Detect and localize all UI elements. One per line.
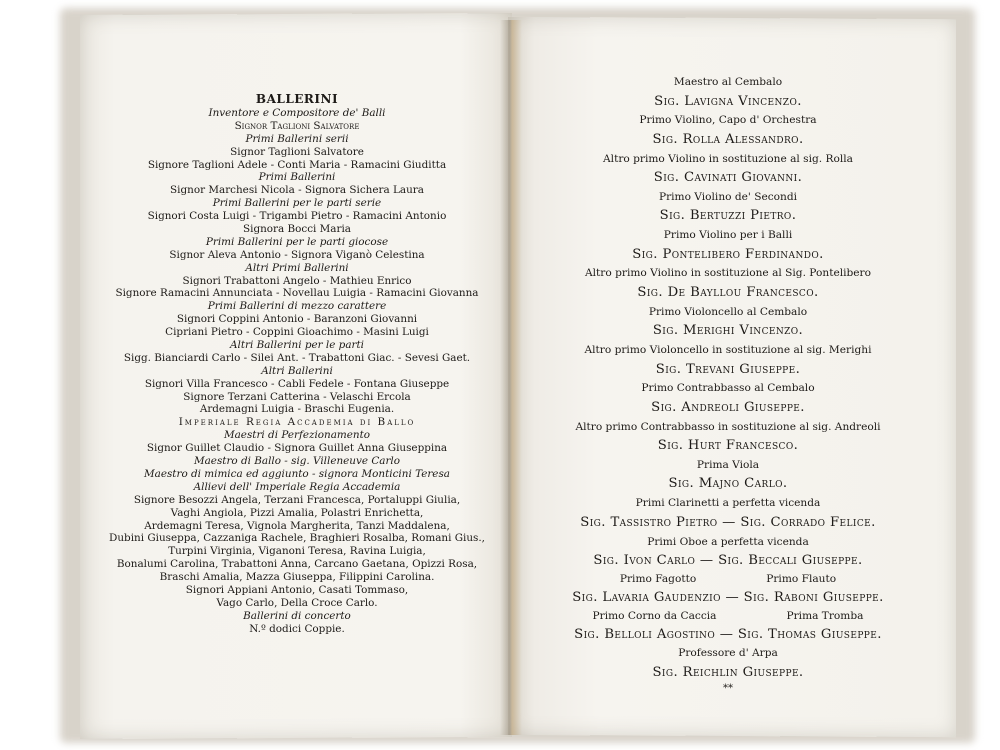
performer-line: Braschi Amalia, Mazza Giuseppa, Filippini Carolina. — [159, 571, 435, 584]
role-label: Prima Viola — [696, 458, 760, 471]
performer-line: Signor Aleva Antonio - Signora Viganò Celestina — [169, 248, 425, 261]
role-pair-line — [532, 571, 924, 588]
musician-name: Sig. Belloli Agostino — Sig. Thomas Giuseppe. — [574, 626, 882, 642]
musician-name: Sig. Cavinati Giovanni. — [653, 170, 803, 186]
performer-line: Signori Costa Luigi - Trigambi Pietro - Ramacini Antonio — [147, 210, 447, 223]
performer-line: Ardemagni Teresa, Vignola Margherita, Tanzi Maddalena, — [144, 519, 450, 532]
role-label: Altro primo Violino in sostituzione al sig. Rolla — [603, 152, 853, 165]
role-label: Primi Clarinetti a perfetta vicenda — [635, 497, 821, 510]
role-label: Primo Violino, Capo d' Orchestra — [639, 114, 817, 127]
musician-name: Sig. Rolla Alessandro. — [652, 131, 804, 147]
role-heading: Maestri di Perfezionamento — [223, 429, 371, 442]
performer-line: Signore Terzani Catterina - Velaschi Ercola — [183, 390, 411, 403]
role-heading: Primi Ballerini — [258, 171, 336, 184]
performer-line: Signori Coppini Antonio - Baranzoni Giovanni — [176, 313, 418, 326]
performer-line: Signora Bocci Maria — [243, 223, 351, 236]
performer-line: Signor Taglioni Salvatore — [230, 145, 364, 158]
musician-name: Sig. Majno Carlo. — [668, 476, 788, 492]
role-label: Prima Tromba — [786, 609, 864, 622]
role-heading: Altri Ballerini per le parti — [230, 339, 364, 352]
role-pair-line — [532, 608, 924, 625]
musician-name: Sig. Merighi Vincenzo. — [652, 323, 804, 339]
role-label: Primo Violino per i Balli — [663, 229, 793, 242]
performer-line: Bonalumi Carolina, Trabattoni Anna, Carcano Gaetana, Opizzi Rosa, — [116, 558, 478, 571]
musician-name: Sig. Reichlin Giuseppe. — [652, 664, 804, 680]
musician-name: Sig. Hurt Francesco. — [657, 438, 799, 454]
musician-name: Sig. Andreoli Giuseppe. — [651, 399, 805, 415]
musician-name: Sig. Trevani Giuseppe. — [655, 361, 801, 377]
performer-line: Signore Taglioni Adele - Conti Maria - Ramacini Giuditta — [147, 158, 447, 171]
performer-line: Vago Carlo, Della Croce Carlo. — [216, 596, 378, 609]
performer-line: Sigg. Bianciardi Carlo - Silei Ant. - Trabattoni Giac. - Sevesi Gaet. — [123, 351, 471, 364]
performer-line: Signori Villa Francesco - Cabli Fedele - Fontana Giuseppe — [144, 377, 450, 390]
role-heading: Allievi dell' Imperiale Regia Accademia — [193, 480, 401, 493]
performer-line: Cipriani Pietro - Coppini Gioachimo - Masini Luigi — [165, 326, 429, 339]
role-heading: Primi Ballerini serii — [245, 132, 349, 145]
performer-line: Ardemagni Luigia - Braschi Eugenia. — [199, 403, 395, 416]
performer-line: N.º dodici Coppie. — [249, 622, 345, 635]
performer-line: Signor Taglioni Salvatore — [234, 119, 360, 132]
role-label: Primi Oboe a perfetta vicenda — [647, 535, 809, 548]
role-heading: Maestro di mimica ed aggiunto - signora Monticini Teresa — [143, 467, 450, 480]
book-gutter — [500, 20, 522, 735]
right-page-text — [532, 73, 924, 695]
musician-name: Sig. Lavaria Gaudenzio — Sig. Raboni Giuseppe. — [572, 589, 884, 605]
musician-name: Sig. Ivon Carlo — Sig. Beccali Giuseppe. — [593, 553, 863, 569]
performer-line: Turpini Virginia, Viganoni Teresa, Ravina Luigia, — [168, 545, 426, 558]
role-label: Altro primo Contrabbasso in sostituzione al sig. Andreoli — [575, 420, 881, 433]
role-label: Altro primo Violoncello in sostituzione al sig. Merighi — [584, 344, 872, 357]
performer-line: Vaghi Angiola, Pizzi Amalia, Polastri Enrichetta, — [170, 506, 424, 519]
role-label: Primo Violino de' Secondi — [658, 190, 798, 203]
performer-line: Signore Besozzi Angela, Terzani Francesca, Portaluppi Giulia, — [133, 493, 461, 506]
performer-line: Dubini Giuseppa, Cazzaniga Rachele, Braghieri Rosalba, Romani Gius., — [109, 532, 485, 545]
performer-line: Signori Trabattoni Angelo - Mathieu Enrico — [182, 274, 412, 287]
role-label: Professore d' Arpa — [678, 647, 778, 660]
role-label: Maestro al Cembalo — [673, 76, 783, 88]
performer-line: Signor Marchesi Nicola - Signora Sichera Laura — [170, 184, 424, 197]
performer-line: Signore Ramacini Annunciata - Novellau Luigia - Ramacini Giovanna — [115, 287, 479, 300]
role-label: Primo Violoncello al Cembalo — [648, 305, 808, 318]
role-heading: Primi Ballerini per le parti serie — [212, 197, 382, 210]
musician-name: Sig. Bertuzzi Pietro. — [659, 208, 797, 224]
academy-heading: Imperiale Regia Accademia di Ballo — [178, 416, 416, 429]
musician-name: Sig. De Bayllou Francesco. — [637, 284, 819, 300]
role-heading: Altri Ballerini — [261, 364, 333, 377]
role-label: Primo Fagotto — [619, 572, 697, 585]
role-label: Primo Contrabbasso al Cembalo — [641, 382, 815, 395]
role-label: Primo Corno da Caccia — [592, 609, 717, 622]
role-label: Altro primo Violino in sostituzione al Sig. Pontelibero — [585, 267, 871, 280]
musician-name: Sig. Lavigna Vincenzo. — [654, 93, 802, 109]
role-heading: Altri Primi Ballerini — [245, 261, 349, 274]
role-heading: Maestro di Ballo - sig. Villeneuve Carlo — [193, 455, 401, 468]
performer-line: Signori Appiani Antonio, Casati Tommaso, — [185, 583, 409, 596]
role-heading: Primi Ballerini di mezzo carattere — [207, 300, 387, 313]
musician-name: Sig. Tassistro Pietro — Sig. Corrado Felice. — [580, 514, 876, 530]
signature-mark: ** — [723, 682, 733, 694]
role-heading: Primi Ballerini per le parti giocose — [205, 235, 389, 248]
role-heading: Ballerini di concerto — [243, 609, 351, 622]
musician-name: Sig. Pontelibero Ferdinando. — [632, 246, 824, 262]
section-heading: BALLERINI — [255, 92, 339, 106]
performer-line: Signor Guillet Claudio - Signora Guillet Anna Giuseppina — [146, 442, 448, 455]
left-page-text — [96, 91, 498, 636]
role-label: Primo Flauto — [766, 572, 837, 585]
role-heading: Inventore e Compositore de' Balli — [208, 107, 386, 119]
